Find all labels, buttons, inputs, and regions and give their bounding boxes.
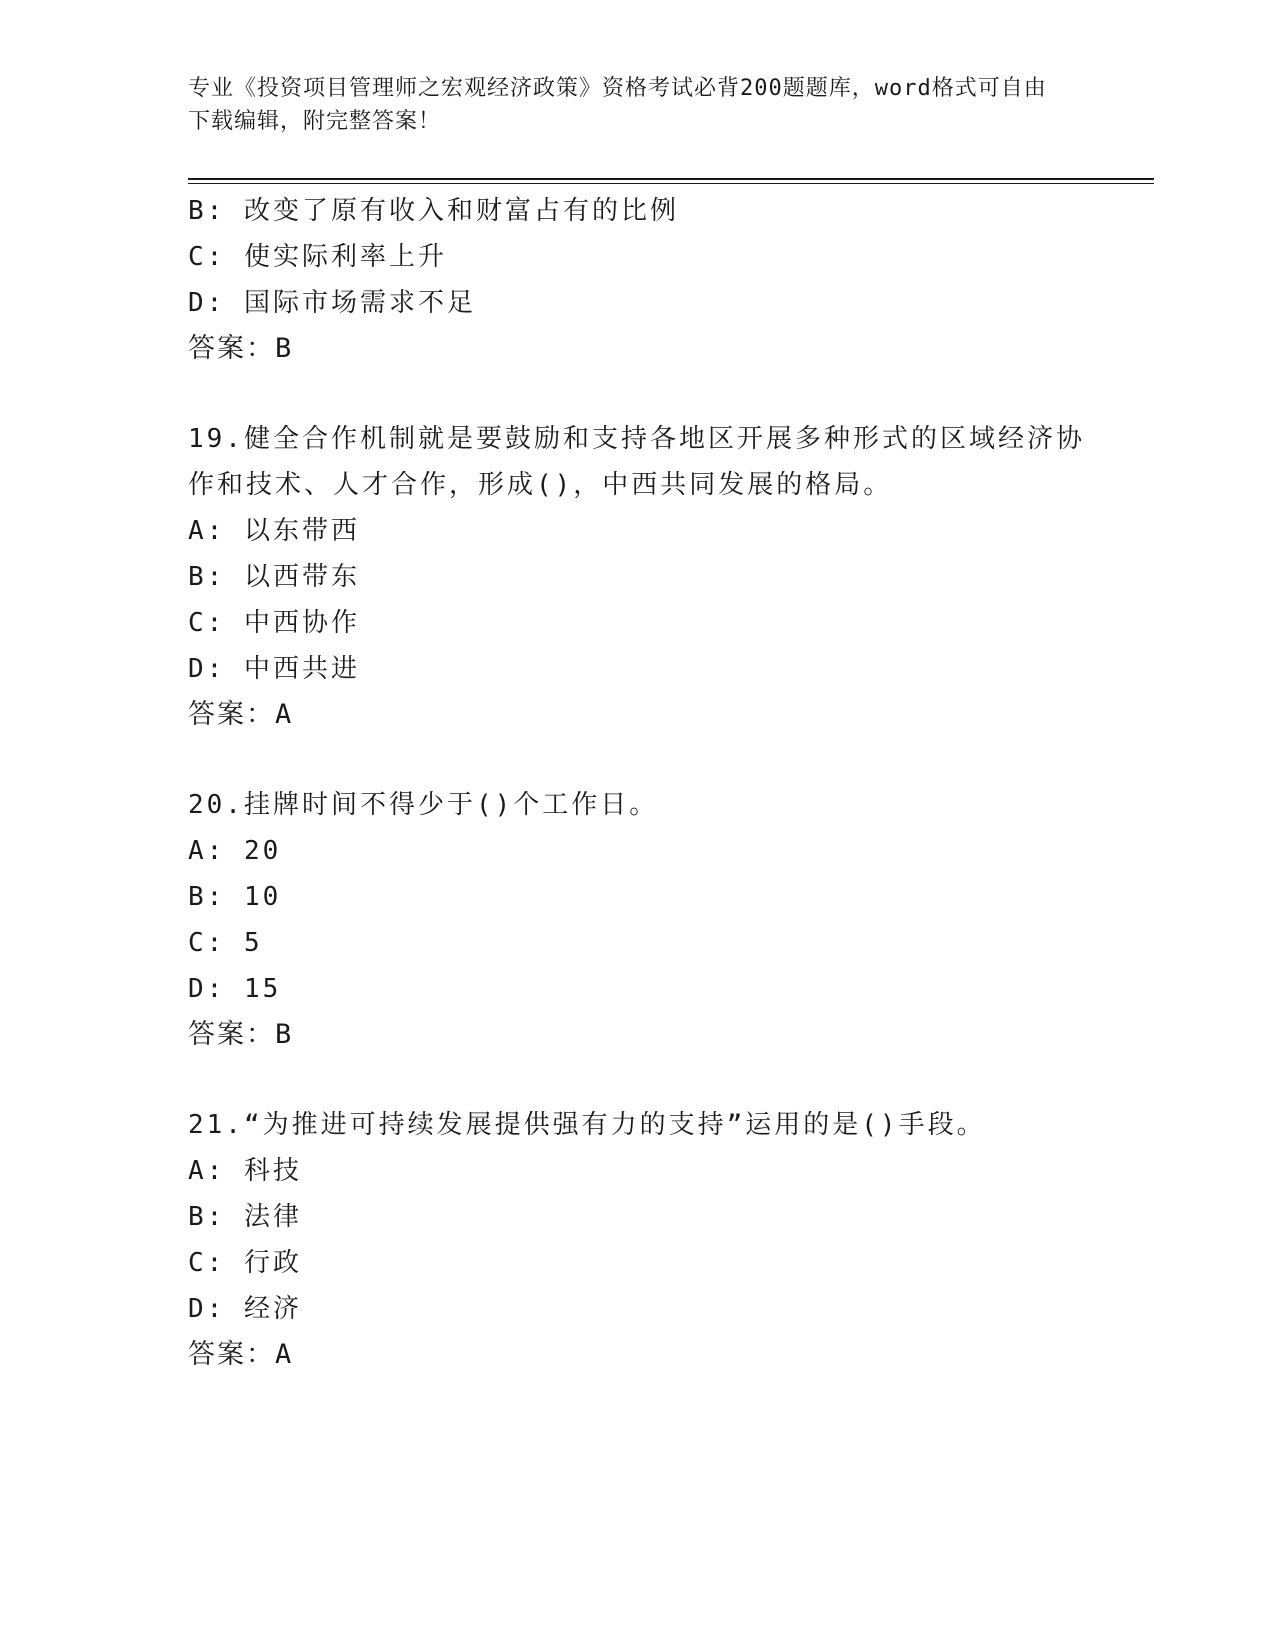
question-text: 20.挂牌时间不得少于()个工作日。 (188, 790, 659, 820)
header-rule (188, 178, 1154, 180)
option-d: D: 国际市场需求不足 (188, 288, 476, 318)
answer: 答案：B (188, 1019, 294, 1050)
option-d: D: 15 (188, 974, 282, 1004)
option-b: B: 改变了原有收入和财富占有的比例 (188, 196, 679, 226)
question-20 (188, 782, 1088, 1058)
question-21 (188, 1102, 1088, 1378)
document-header (188, 72, 1068, 138)
option-b: B: 10 (188, 882, 282, 912)
option-a: A: 以东带西 (188, 516, 360, 546)
option-d: D: 中西共进 (188, 654, 360, 684)
option-c: C: 行政 (188, 1248, 302, 1278)
question-continuation (188, 188, 1088, 372)
option-c: C: 5 (188, 928, 263, 958)
answer: 答案：B (188, 333, 294, 364)
spacer (188, 372, 1088, 416)
question-list (188, 188, 1088, 1378)
answer: 答案：A (188, 1339, 294, 1370)
option-c: C: 使实际利率上升 (188, 242, 447, 272)
header-title: 专业《投资项目管理师之宏观经济政策》资格考试必背200题题库，word格式可自由下载编辑，附完整答案！ (188, 76, 1047, 134)
option-d: D: 经济 (188, 1294, 302, 1324)
question-text: 19.健全合作机制就是要鼓励和支持各地区开展多种形式的区域经济协作和技术、人才合作，形成()，中西共同发展的格局。 (188, 424, 1085, 500)
option-a: A: 20 (188, 836, 282, 866)
option-a: A: 科技 (188, 1156, 302, 1186)
spacer (188, 1058, 1088, 1102)
question-text: 21.“为推进可持续发展提供强有力的支持”运用的是()手段。 (188, 1110, 986, 1140)
option-b: B: 以西带东 (188, 562, 360, 592)
question-19 (188, 416, 1088, 738)
option-c: C: 中西协作 (188, 608, 360, 638)
option-b: B: 法律 (188, 1202, 302, 1232)
answer: 答案：A (188, 699, 294, 730)
spacer (188, 738, 1088, 782)
header-rule-thin (188, 183, 1154, 184)
